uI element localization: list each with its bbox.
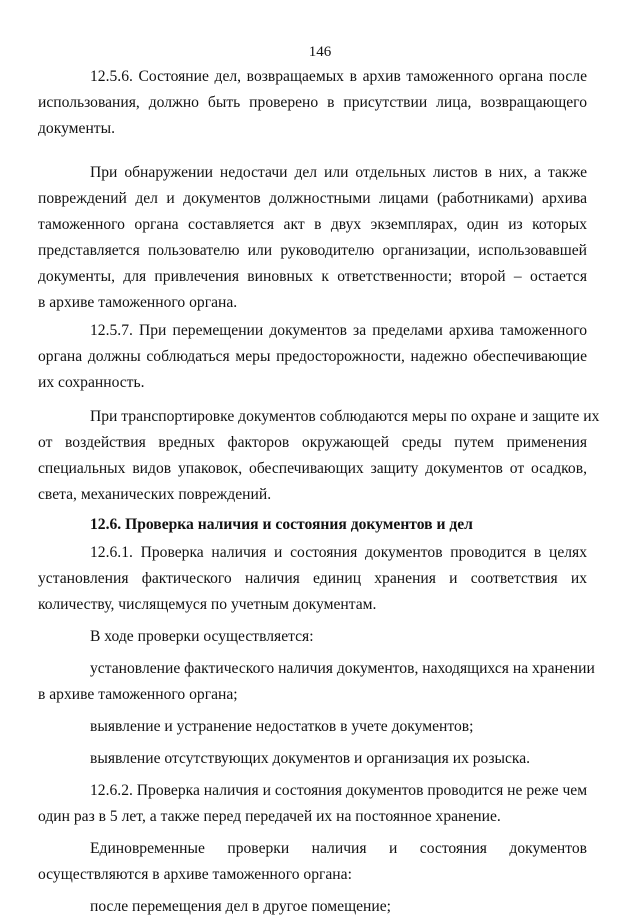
text-line: выявление и устранение недостатков в учете документов; — [90, 718, 474, 735]
text-line: 12.6.1. Проверка наличия и состояния документов проводится в целях — [90, 544, 587, 561]
text-line: в архиве таможенного органа; — [38, 686, 238, 703]
text-line: документы. — [38, 120, 116, 137]
text-line: 12.5.7. При перемещении документов за пределами архива таможенного — [90, 322, 587, 339]
text-line: осуществляются в архиве таможенного органа: — [38, 866, 352, 883]
text-line: 12.5.6. Состояние дел, возвращаемых в архив таможенного органа после — [90, 68, 587, 85]
text-line: представляется пользователю или руководителю организации, использовавшей — [38, 242, 587, 259]
text-line: установление фактического наличия документов, находящихся на хранении — [90, 660, 595, 677]
text-line: в архиве таможенного органа. — [38, 294, 238, 311]
text-line: повреждений дел и документов должностными лицами (работниками) архива — [38, 190, 587, 207]
paragraph — [38, 656, 595, 708]
text-line: один раз в 5 лет, а также перед передачей их на постоянное хранение. — [38, 808, 501, 825]
text-line: 12.6.2. Проверка наличия и состояния документов проводится не реже чем — [90, 782, 588, 799]
text-line: света, механических повреждений. — [38, 486, 272, 503]
text-line: таможенного органа составляется акт в двух экземплярах, один из которых — [38, 216, 587, 233]
section-heading — [90, 512, 587, 538]
paragraph — [90, 714, 587, 740]
text-line: выявление отсутствующих документов и организация их розыска. — [90, 750, 531, 767]
paragraph — [38, 836, 587, 888]
text-line: установления фактического наличия единиц хранения и соответствия их — [38, 570, 587, 587]
text-line: специальных видов упаковок, обеспечивающих защиту документов от осадков, — [38, 460, 587, 477]
text-line: Единовременные проверки наличия и состояния документов — [90, 840, 587, 857]
text-line: В ходе проверки осуществляется: — [90, 628, 314, 645]
paragraph — [90, 746, 587, 772]
paragraph — [38, 64, 587, 142]
text-line: документы, для привлечения виновных к ответственности; второй – остается — [38, 268, 587, 285]
paragraph — [38, 778, 588, 830]
paragraph — [38, 318, 587, 396]
text-line: от воздействия вредных факторов окружающей среды путем применения — [38, 434, 587, 451]
text-line: При транспортировке документов соблюдаются меры по охране и защите их — [90, 408, 600, 425]
text-line: органа должны соблюдаться меры предосторожности, надежно обеспечивающие — [38, 348, 587, 365]
paragraph — [38, 404, 600, 508]
text-line: их сохранность. — [38, 374, 145, 391]
paragraph — [38, 540, 587, 618]
text-line: использования, должно быть проверено в присутствии лица, возвращающего — [38, 94, 587, 111]
document-body — [38, 64, 600, 920]
paragraph — [38, 160, 587, 316]
page-number: 146 — [308, 44, 332, 60]
paragraph — [90, 624, 587, 650]
text-line: количеству, числящемуся по учетным документам. — [38, 596, 377, 613]
heading-text: 12.6. Проверка наличия и состояния документов и дел — [90, 516, 473, 533]
text-line: после перемещения дел в другое помещение; — [90, 898, 391, 915]
text-line: При обнаружении недостачи дел или отдельных листов в них, а также — [90, 164, 587, 181]
paragraph — [90, 894, 587, 920]
